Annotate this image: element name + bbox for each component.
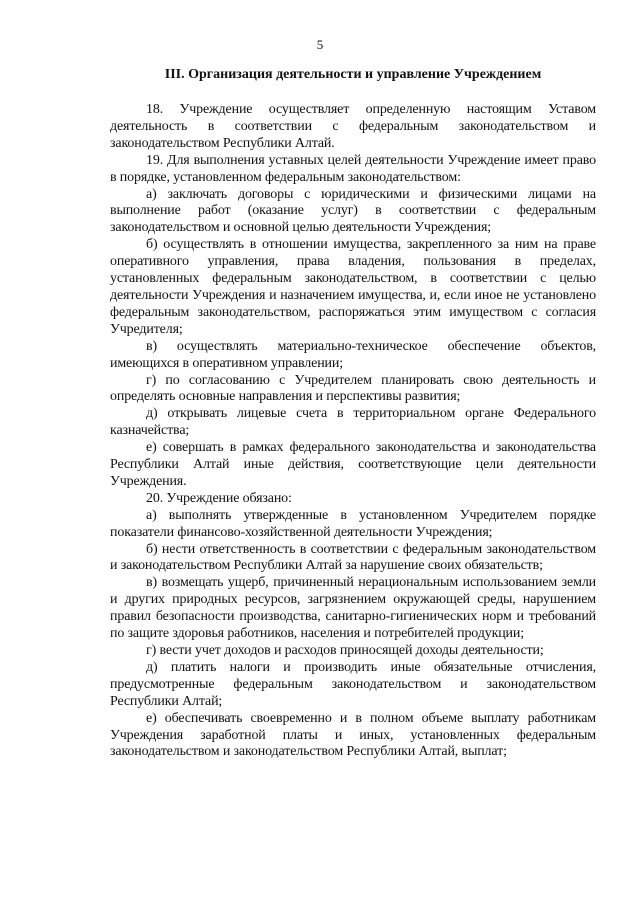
paragraph-20: 20. Учреждение обязано: — [146, 490, 292, 506]
paragraph-18: 18. Учреждение осуществляет определенную настоящим Уставом деятельность в соответствии с федеральным законодательством и законодательством Республики Алтай. — [110, 102, 596, 151]
paragraph-20-g: г) вести учет доходов и расходов приносящей доходы деятельности; — [146, 643, 544, 658]
paragraph-20-e: е) обеспечивать своевременно и в полном объеме выплату работникам Учреждения заработной платы и иных, установленных федеральным законодательством и законодательством Республики Алтай, выплат; — [110, 710, 596, 760]
page-number: 5 — [316, 37, 324, 52]
paragraph-20-a: а) выполнять утвержденные в установленном Учредителем порядке показатели финансово-хозяйственной деятельности Учреждения; — [110, 507, 596, 540]
paragraph-20-b: б) нести ответственность в соответствии с федеральным законодательством и законодательством Республики Алтай за нарушение своих обязательств; — [110, 541, 596, 574]
paragraph-20-d: д) платить налоги и производить иные обязательные отчисления, предусмотренные федеральным законодательством и законодательством Республики Алтай; — [110, 659, 596, 709]
paragraph-19-a: а) заключать договоры с юридическими и физическими лицами на выполнение работ (оказание услуг) в соответствии с федеральным законодательством и основной целью деятельности Учреждения; — [110, 186, 596, 236]
paragraph-19-g: г) по согласованию с Учредителем планировать свою деятельность и определять основные направления и перспективы развития; — [110, 372, 596, 405]
paragraph-19-b: б) осуществлять в отношении имущества, закрепленного за ним на праве оперативного управления, права владения, пользования в пределах, установленных федеральным законодательством, в соответствии с целью деятельности Учреждения и назначением имущества, и, если иное не установлено федеральным законодательством, распоряжаться этим имуществом с согласия Учредителя; — [110, 237, 596, 337]
section-title: III. Организация деятельности и управление Учреждением — [164, 67, 542, 82]
paragraph-19-v: в) осуществлять материально-техническое обеспечение объектов, имеющихся в оперативном управлении; — [110, 338, 596, 371]
paragraph-19-d: д) открывать лицевые счета в территориальном органе Федерального казначейства; — [110, 406, 596, 439]
paragraph-19: 19. Для выполнения уставных целей деятельности Учреждение имеет право в порядке, установленном федеральным законодательством: — [110, 152, 596, 185]
paragraph-20-v: в) возмещать ущерб, причиненный нерациональным использованием земли и других природных ресурсов, загрязнением окружающей среды, нарушением правил безопасности производства, санитарно-гигиенических норм и требований по защите здоровья работников, населения и потребителей продукции; — [110, 575, 596, 642]
document-body — [110, 102, 596, 761]
paragraph-19-e: е) совершать в рамках федерального законодательства и законодательства Республики Алтай иные действия, соответствующие цели деятельности Учреждения. — [110, 440, 596, 489]
